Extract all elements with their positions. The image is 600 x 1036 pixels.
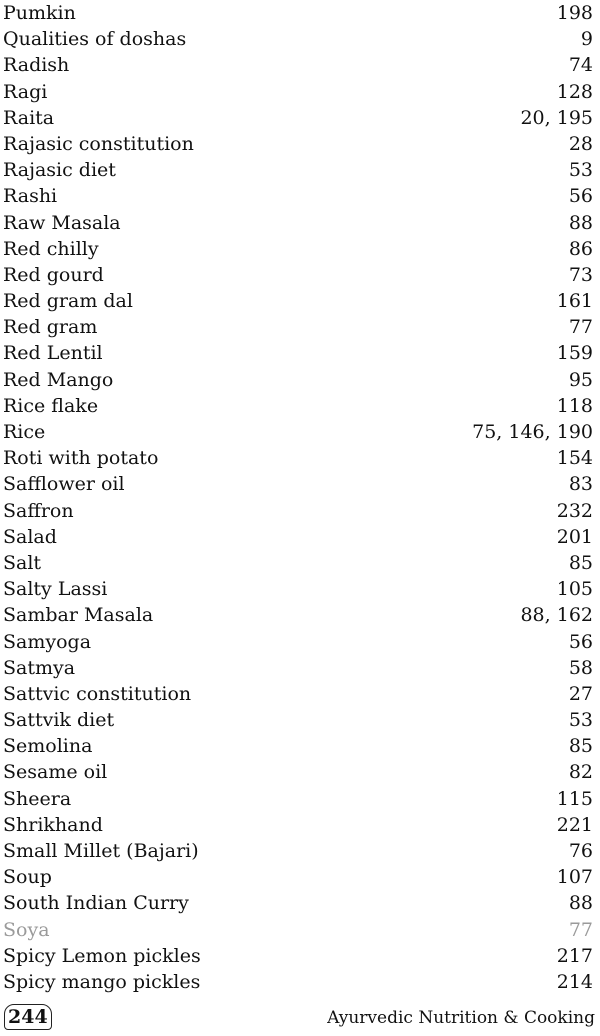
index-pages: 201 [556,525,593,548]
index-entry [3,629,593,655]
page-number: 244 [4,1004,52,1030]
index-pages: 77 [568,918,593,941]
index-pages: 75, 146, 190 [472,421,593,443]
index-pages: 128 [556,80,593,103]
page-footer [0,998,600,1036]
index-entry [3,602,593,628]
index-term: Red Lentil [3,342,103,365]
index-entry [3,786,593,812]
index-entry [3,471,593,497]
index-entry [3,917,593,943]
index-pages: 9 [580,28,593,51]
index-term: Red gram [3,316,98,339]
index-entry [3,236,593,262]
index-pages: 118 [556,394,593,417]
index-term: Qualities of doshas [3,28,187,51]
index-entry [3,812,593,838]
index-pages: 74 [568,54,593,77]
index-pages: 28 [568,132,593,155]
index-pages: 217 [556,944,593,967]
index-term: Rajasic diet [3,159,116,182]
index-term: Saffron [3,499,74,522]
index-pages: 20, 195 [520,106,593,129]
index-term: Radish [3,54,70,77]
index-pages: 221 [556,813,593,836]
index-term: Sattvik diet [3,709,115,732]
index-term: Satmya [3,656,76,679]
index-term: Rice [3,421,46,443]
index-entry [3,52,593,78]
index-entry [3,576,593,602]
index-entry [3,26,593,52]
index-term: Sambar Masala [3,604,154,627]
index-entry [3,262,593,288]
index-pages: 159 [556,342,593,365]
index-term: South Indian Curry [3,892,189,915]
index-term: Salty Lassi [3,578,108,601]
index-term: Roti with potato [3,447,159,470]
index-term: Rice flake [3,394,99,417]
index-pages: 27 [568,682,593,705]
index-term: Raw Masala [3,211,121,234]
index-pages: 86 [568,237,593,260]
index-term: Pumkin [3,2,76,24]
index-pages: 53 [568,709,593,732]
index-term: Spicy mango pickles [3,970,201,993]
index-entry [3,655,593,681]
index-pages: 56 [568,185,593,208]
index-term: Samyoga [3,630,92,653]
index-entry [3,340,593,366]
index-pages: 105 [556,578,593,601]
index-term: Sattvic constitution [3,682,192,705]
index-list [3,0,593,995]
index-term: Red chilly [3,237,99,260]
index-pages: 53 [568,159,593,182]
index-entry [3,550,593,576]
index-entry [3,943,593,969]
index-entry [3,969,593,995]
index-term: Red Mango [3,368,114,391]
index-pages: 56 [568,630,593,653]
index-entry [3,498,593,524]
index-term: Raita [3,106,55,129]
index-pages: 58 [568,656,593,679]
index-entry [3,79,593,105]
index-term: Salad [3,525,57,548]
index-pages: 88, 162 [520,604,593,627]
index-term: Red gourd [3,263,104,286]
index-term: Sesame oil [3,761,108,784]
index-entry [3,105,593,131]
index-term: Red gram dal [3,290,133,313]
index-pages: 232 [556,499,593,522]
index-pages: 161 [556,290,593,313]
index-entry [3,288,593,314]
index-entry [3,445,593,471]
index-pages: 214 [556,970,593,993]
index-pages: 83 [568,473,593,496]
index-entry [3,681,593,707]
index-entry [3,864,593,890]
index-term: Ragi [3,80,48,103]
index-pages: 82 [568,761,593,784]
index-term: Safflower oil [3,473,125,496]
index-entry [3,157,593,183]
index-term: Small Millet (Bajari) [3,840,199,862]
index-pages: 95 [568,368,593,391]
index-pages: 198 [556,2,593,24]
index-entry [3,733,593,759]
index-term: Shrikhand [3,813,103,836]
index-term: Spicy Lemon pickles [3,944,201,967]
index-pages: 73 [568,263,593,286]
index-pages: 85 [568,735,593,758]
index-pages: 107 [556,866,593,889]
index-term: Soup [3,866,52,889]
index-entry [3,131,593,157]
index-entry [3,393,593,419]
index-term: Rajasic constitution [3,132,194,155]
index-entry [3,759,593,785]
index-entry [3,707,593,733]
index-entry [3,210,593,236]
index-entry [3,524,593,550]
index-term: Salt [3,551,42,574]
index-pages: 154 [556,447,593,470]
index-entry [3,0,593,26]
index-pages: 88 [568,892,593,915]
index-term: Soya [3,918,50,941]
index-pages: 76 [568,840,593,862]
index-entry [3,183,593,209]
index-pages: 88 [568,211,593,234]
index-term: Rashi [3,185,58,208]
index-pages: 115 [556,787,593,810]
index-entry [3,419,593,445]
index-pages: 77 [568,316,593,339]
index-term: Semolina [3,735,93,758]
index-entry [3,890,593,916]
index-term: Sheera [3,787,72,810]
index-pages: 85 [568,551,593,574]
index-entry [3,314,593,340]
book-title: Ayurvedic Nutrition & Cooking [327,1008,595,1028]
index-entry [3,367,593,393]
index-entry [3,838,593,864]
